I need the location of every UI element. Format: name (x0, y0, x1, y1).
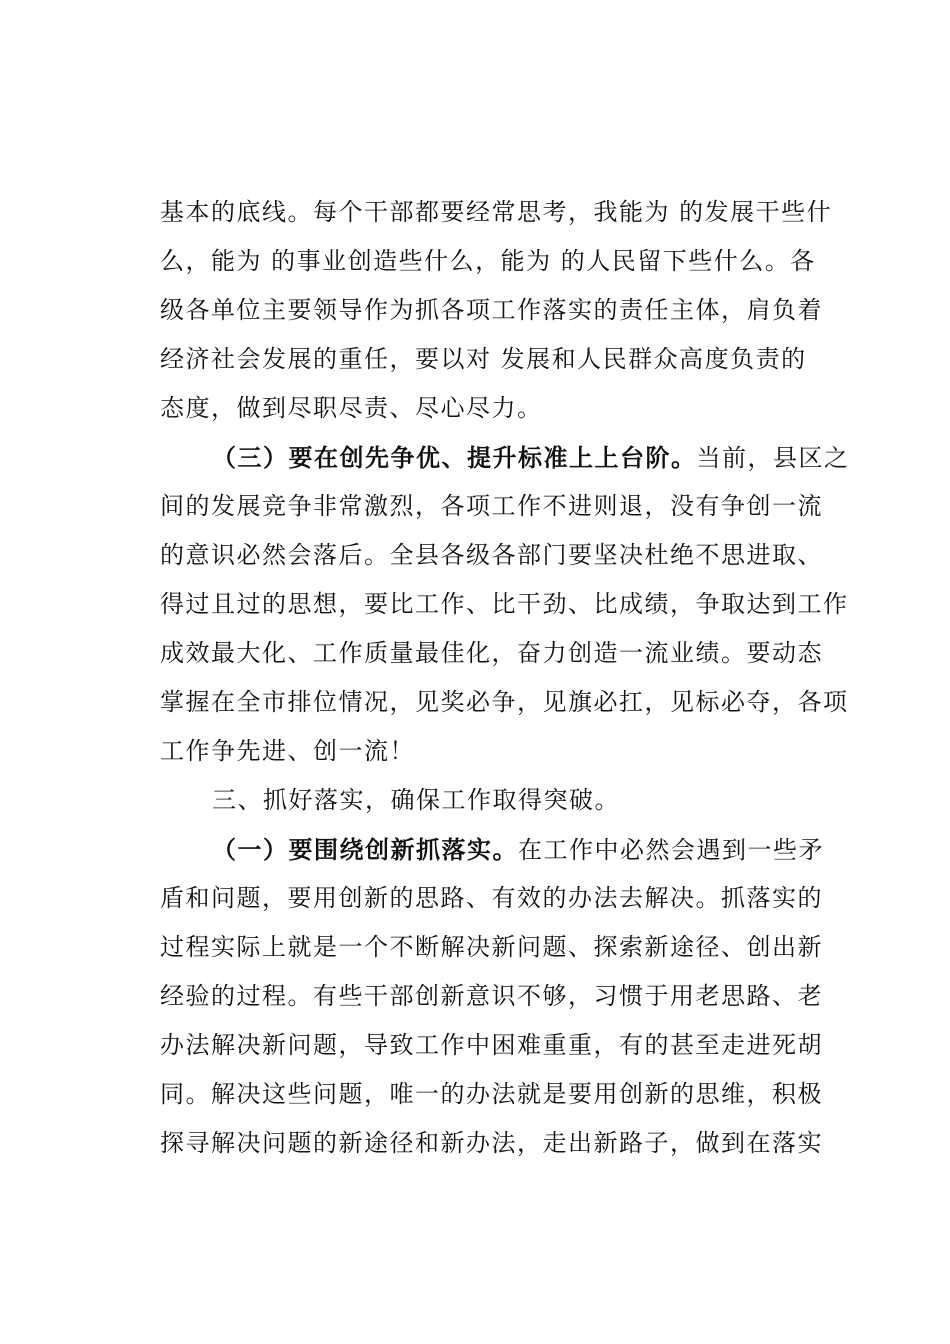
body-line: 的意识必然会落后。全县各级各部门要坚决杜绝不思进取、 (160, 541, 823, 569)
body-line: 过程实际上就是一个不断解决新问题、探索新途径、创出新 (160, 933, 823, 961)
body-line: 级各单位主要领导作为抓各项工作落实的责任主体，肩负着 (160, 296, 823, 324)
body-line: 工作争先进、创一流！ (160, 737, 415, 765)
subsection-one-first-line (160, 825, 824, 874)
body-line: 得过且过的思想，要比工作、比干劲、比成绩，争取达到工作 (160, 590, 849, 618)
body-line: 基本的底线。每个干部都要经常思考，我能为 的发展干些什 (160, 198, 833, 226)
body-line: 同。解决这些问题，唯一的办法就是要用创新的思维，积极 (160, 1080, 823, 1108)
body-line: 么，能为 的事业创造些什么，能为 的人民留下些什么。各 (160, 247, 816, 275)
body-line: 态度，做到尽职尽责、尽心尽力。 (160, 394, 543, 422)
subsection-one-text: 在工作中必然会遇到一些矛 (518, 836, 824, 864)
body-line: 盾和问题，要用创新的思路、有效的办法去解决。抓落实的 (160, 884, 823, 912)
body-line: 办法解决新问题，导致工作中困难重重，有的甚至走进死胡 (160, 1031, 823, 1059)
body-line: 成效最大化、工作质量最佳化，奋力创造一流业绩。要动态 (160, 639, 823, 667)
body-line: 经济社会发展的重任，要以对 发展和人民群众高度负责的 (160, 345, 807, 373)
body-line: 探寻解决问题的新途径和新办法，走出新路子，做到在落实 (160, 1129, 823, 1157)
subsection-three-first-line (160, 433, 850, 482)
body-line: 间的发展竞争非常激烈，各项工作不进则退，没有争创一流 (160, 492, 823, 520)
subsection-one-heading: （一）要围绕创新抓落实。 (212, 835, 518, 864)
document-body (160, 188, 850, 1168)
subsection-three-text: 当前，县区之 (696, 444, 850, 472)
section-heading: 三、抓好落实，确保工作取得突破。 (212, 786, 620, 814)
body-line: 经验的过程。有些干部创新意识不够，习惯于用老思路、老 (160, 982, 823, 1010)
subsection-three-heading: （三）要在创先争优、提升标准上上台阶。 (212, 443, 697, 472)
body-line: 掌握在全市排位情况，见奖必争，见旗必扛，见标必夺，各项 (160, 688, 849, 716)
